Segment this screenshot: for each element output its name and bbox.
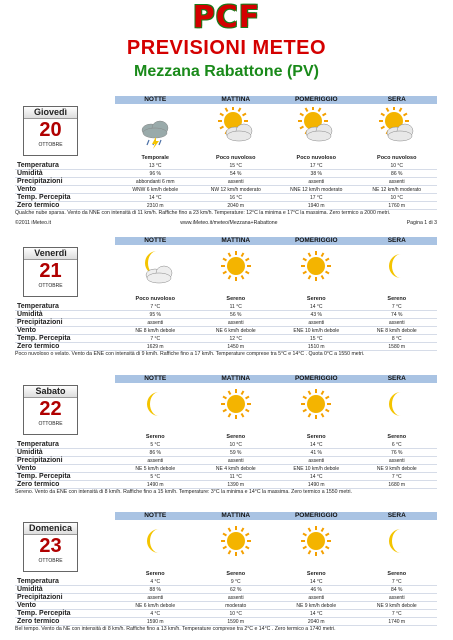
- sun-cloud-icon: [196, 106, 277, 150]
- period-header: [115, 375, 437, 383]
- cell-value: 86 %: [149, 449, 161, 456]
- month-name: OTTOBRE: [38, 421, 63, 427]
- sun-icon: [276, 385, 357, 429]
- condition-text: Sereno: [306, 571, 326, 577]
- cell-value: 10 °C: [390, 162, 404, 169]
- period-label: SERA: [387, 375, 406, 382]
- cell-value: assenti: [147, 594, 164, 601]
- cell-value: assenti: [308, 319, 325, 326]
- cell-value: 14 °C: [309, 303, 323, 310]
- cell-value: 6 °C: [391, 441, 402, 448]
- condition-text: Poco nuvoloso: [377, 155, 417, 161]
- cell-value: assenti: [308, 457, 325, 464]
- row-label: Zero termico: [17, 618, 60, 625]
- condition-text: Sereno: [226, 571, 246, 577]
- period-label: NOTTE: [144, 512, 167, 519]
- day-number: 21: [39, 260, 62, 282]
- cell-value: 1940 m: [307, 202, 325, 209]
- row-label: Precipitazioni: [17, 319, 63, 326]
- sun-icon: [196, 247, 277, 291]
- day-number: 22: [39, 398, 62, 420]
- pcf-logo: PCF: [192, 0, 261, 35]
- footer-link[interactable]: www.iMeteo.it/meteo/Mezzana+Rabattone: [180, 220, 278, 226]
- month-name: OTTOBRE: [38, 558, 63, 564]
- cell-value: 10 °C: [229, 441, 243, 448]
- cell-value: 13 °C: [148, 162, 162, 169]
- cell-value: NE 4 km/h debole: [215, 465, 256, 472]
- day-summary: Sereno. Vento da ENE con intensità di 8 km/h. Raffiche fino a 15 km/h. Temperature: 3°C la minima e 14°C la massima. Zero termico a 1550 metri.: [15, 489, 352, 495]
- cloud-rain-icon: [115, 106, 196, 150]
- cell-value: 15 °C: [229, 162, 243, 169]
- cell-value: 7 °C: [391, 578, 402, 585]
- row-label: Umidità: [17, 311, 43, 318]
- cell-value: 54 %: [230, 170, 242, 177]
- row-label: Umidità: [17, 586, 43, 593]
- cell-value: 88 %: [149, 586, 161, 593]
- cell-value: 1680 m: [388, 481, 406, 488]
- cell-value: 2040 m: [307, 618, 325, 625]
- day-name: Venerdì: [24, 248, 77, 260]
- period-label: MATTINA: [221, 375, 251, 382]
- cell-value: 11 °C: [229, 473, 242, 480]
- forecast-day: [15, 96, 437, 226]
- period-label: SERA: [387, 237, 406, 244]
- row-label: Temp. Percepita: [17, 194, 71, 201]
- cell-value: assenti: [227, 457, 244, 464]
- sun-icon: [276, 247, 357, 291]
- period-label: MATTINA: [221, 512, 251, 519]
- day-number: 20: [39, 119, 62, 141]
- cell-value: NE 9 km/h debole: [376, 465, 417, 472]
- cell-value: 10 °C: [229, 610, 243, 617]
- row-label: Precipitazioni: [17, 178, 63, 185]
- cell-value: assenti: [227, 594, 244, 601]
- condition-text: Poco nuvoloso: [296, 155, 336, 161]
- cell-value: 74 %: [391, 311, 403, 318]
- row-label: Temp. Percepita: [17, 335, 71, 342]
- cell-value: 11 °C: [229, 303, 242, 310]
- period-label: POMERIGGIO: [294, 375, 338, 382]
- cell-value: 43 %: [310, 311, 322, 318]
- cell-value: 2310 m: [146, 202, 164, 209]
- cell-value: 38 %: [310, 170, 322, 177]
- condition-text: Sereno: [145, 434, 165, 440]
- calendar-date: [23, 522, 78, 572]
- cell-value: assenti: [388, 457, 405, 464]
- moon-icon: [357, 385, 438, 429]
- cell-value: 59 %: [230, 449, 242, 456]
- cell-value: 56 %: [230, 311, 242, 318]
- row-label: Vento: [17, 602, 37, 609]
- sun-cloud-icon: [276, 106, 357, 150]
- period-label: SERA: [387, 512, 406, 519]
- condition-text: Sereno: [387, 296, 407, 302]
- cell-value: assenti: [308, 178, 325, 185]
- cell-value: 14 °C: [309, 441, 323, 448]
- condition-text: Sereno: [226, 434, 246, 440]
- cell-value: 46 %: [310, 586, 322, 593]
- moon-icon: [115, 385, 196, 429]
- condition-text: Temporale: [141, 155, 169, 161]
- period-header: [115, 512, 437, 520]
- row-label: Umidità: [17, 449, 43, 456]
- cell-value: NE 9 km/h debole: [296, 602, 337, 609]
- period-label: NOTTE: [144, 237, 167, 244]
- cell-value: WNW 6 km/h debole: [132, 186, 179, 193]
- page-title: PREVISIONI METEO: [126, 37, 327, 59]
- row-label: Temperatura: [17, 303, 59, 310]
- footer-copyright: ©2011 iMeteo.it: [15, 220, 52, 226]
- row-label: Temperatura: [17, 441, 59, 448]
- period-label: POMERIGGIO: [294, 237, 338, 244]
- sun-icon: [196, 385, 277, 429]
- cell-value: 86 %: [391, 170, 403, 177]
- row-label: Zero termico: [17, 343, 60, 350]
- condition-text: Poco nuvoloso: [135, 296, 175, 302]
- cell-value: 14 °C: [309, 578, 323, 585]
- cell-value: 2040 m: [227, 202, 245, 209]
- cell-value: assenti: [388, 319, 405, 326]
- condition-text: Sereno: [306, 434, 326, 440]
- row-label: Umidità: [17, 170, 43, 177]
- day-name: Domenica: [24, 523, 77, 535]
- day-name: Sabato: [24, 386, 77, 398]
- cell-value: 5 °C: [150, 441, 161, 448]
- row-label: Precipitazioni: [17, 457, 63, 464]
- sun-cloud-icon: [357, 106, 438, 150]
- period-label: MATTINA: [221, 96, 251, 103]
- location-title: Mezzana Rabattone (PV): [134, 63, 319, 80]
- period-label: NOTTE: [144, 96, 167, 103]
- cell-value: NNE 12 km/h moderato: [290, 186, 343, 193]
- calendar-date: [23, 385, 78, 435]
- row-label: Precipitazioni: [17, 594, 63, 601]
- period-label: SERA: [387, 96, 406, 103]
- cell-value: 1390 m: [227, 481, 245, 488]
- cell-value: 7 °C: [150, 335, 161, 342]
- cell-value: NE 8 km/h debole: [135, 327, 176, 334]
- cell-value: NE 6 km/h debole: [215, 327, 256, 334]
- forecast-day: [15, 237, 437, 367]
- cell-value: assenti: [147, 319, 164, 326]
- day-summary: Poco nuvoloso o velato. Vento da ENE con intensità di 9 km/h. Raffiche fino a 17 km/h. Temperature comprese tra 5°C e 14°C . Quota 0°C a 1550 metri.: [15, 351, 365, 357]
- cell-value: 1580 m: [388, 343, 406, 350]
- cell-value: 1510 m: [307, 343, 325, 350]
- condition-text: Sereno: [145, 571, 165, 577]
- cell-value: 14 °C: [148, 194, 162, 201]
- period-label: MATTINA: [221, 237, 251, 244]
- row-label: Temperatura: [17, 162, 59, 169]
- cell-value: abbondanti 6 mm: [135, 178, 175, 185]
- cell-value: 95 %: [149, 311, 161, 318]
- day-name: Giovedì: [24, 107, 77, 119]
- cell-value: 7 °C: [150, 303, 161, 310]
- row-label: Zero termico: [17, 202, 60, 209]
- cell-value: 1629 m: [146, 343, 164, 350]
- cell-value: NE 12 km/h moderato: [372, 186, 422, 193]
- cell-value: 12 °C: [229, 335, 243, 342]
- cell-value: 7 °C: [391, 473, 402, 480]
- cell-value: ENE 10 km/h debole: [293, 465, 340, 472]
- row-label: Vento: [17, 186, 37, 193]
- cell-value: 8 °C: [391, 335, 402, 342]
- cell-value: 15 °C: [309, 335, 323, 342]
- period-header: [115, 237, 437, 245]
- forecast-day: [15, 375, 437, 505]
- cell-value: assenti: [308, 594, 325, 601]
- cell-value: 96 %: [149, 170, 161, 177]
- day-summary: Qualche nube sparsa. Vento da NNE con intensità di 11 km/h. Raffiche fino a 23 km/h. Temperature: 12°C la minima e 17°C la massima. Zero termico a 2000 metri.: [15, 210, 391, 216]
- row-label: Vento: [17, 327, 37, 334]
- cell-value: NE 8 km/h debole: [376, 327, 417, 334]
- moon-icon: [357, 247, 438, 291]
- cell-value: 5 °C: [150, 473, 161, 480]
- day-number: 23: [39, 535, 62, 557]
- cell-value: ENE 10 km/h debole: [293, 327, 340, 334]
- cell-value: 1490 m: [146, 481, 164, 488]
- page-footer: [15, 220, 437, 226]
- cell-value: moderato: [225, 602, 247, 609]
- period-label: POMERIGGIO: [294, 512, 338, 519]
- condition-text: Sereno: [226, 296, 246, 302]
- row-label: Temperatura: [17, 578, 59, 585]
- condition-text: Sereno: [306, 296, 326, 302]
- cell-value: 16 °C: [229, 194, 243, 201]
- sun-icon: [276, 522, 357, 566]
- cell-value: assenti: [388, 178, 405, 185]
- cell-value: 1490 m: [307, 481, 325, 488]
- moon-cloud-icon: [115, 247, 196, 291]
- cell-value: NE 5 km/h debole: [135, 465, 176, 472]
- cell-value: assenti: [388, 594, 405, 601]
- cell-value: assenti: [227, 319, 244, 326]
- cell-value: 10 °C: [390, 194, 404, 201]
- sun-icon: [196, 522, 277, 566]
- cell-value: 9 °C: [230, 578, 241, 585]
- row-label: Zero termico: [17, 481, 60, 488]
- footer-page-number: Pagina 1 di 3: [406, 220, 437, 226]
- calendar-date: [23, 247, 78, 297]
- cell-value: 4 °C: [150, 578, 161, 585]
- cell-value: 1450 m: [227, 343, 245, 350]
- cell-value: 1590 m: [146, 618, 164, 625]
- cell-value: NW 12 km/h moderato: [210, 186, 261, 193]
- cell-value: 17 °C: [309, 162, 323, 169]
- cell-value: assenti: [147, 457, 164, 464]
- condition-text: Sereno: [387, 571, 407, 577]
- cell-value: 41 %: [310, 449, 322, 456]
- row-label: Temp. Percepita: [17, 473, 71, 480]
- cell-value: 14 °C: [309, 473, 323, 480]
- period-header: [115, 96, 437, 104]
- period-label: POMERIGGIO: [294, 96, 338, 103]
- forecast-day: [15, 512, 437, 640]
- cell-value: assenti: [227, 178, 244, 185]
- cell-value: 62 %: [230, 586, 242, 593]
- row-label: Temp. Percepita: [17, 610, 71, 617]
- condition-text: Poco nuvoloso: [216, 155, 256, 161]
- moon-icon: [115, 522, 196, 566]
- cell-value: 7 °C: [391, 303, 402, 310]
- row-label: Vento: [17, 465, 37, 472]
- cell-value: 76 %: [391, 449, 403, 456]
- cell-value: NE 9 km/h debole: [376, 602, 417, 609]
- cell-value: 84 %: [391, 586, 403, 593]
- cell-value: 1740 m: [388, 618, 406, 625]
- cell-value: 14 °C: [309, 610, 323, 617]
- cell-value: 4 °C: [150, 610, 161, 617]
- cell-value: 1760 m: [388, 202, 406, 209]
- cell-value: NE 6 km/h debole: [135, 602, 176, 609]
- month-name: OTTOBRE: [38, 142, 63, 148]
- cell-value: 1590 m: [227, 618, 245, 625]
- moon-icon: [357, 522, 438, 566]
- cell-value: 17 °C: [309, 194, 323, 201]
- period-label: NOTTE: [144, 375, 167, 382]
- month-name: OTTOBRE: [38, 283, 63, 289]
- cell-value: 7 °C: [391, 610, 402, 617]
- condition-text: Sereno: [387, 434, 407, 440]
- calendar-date: [23, 106, 78, 156]
- day-summary: Bel tempo. Vento da NE con intensità di 8 km/h. Raffiche fino a 13 km/h. Temperature comprese tra 2°C e 14°C . Zero termico a 1740 metri.: [15, 626, 336, 632]
